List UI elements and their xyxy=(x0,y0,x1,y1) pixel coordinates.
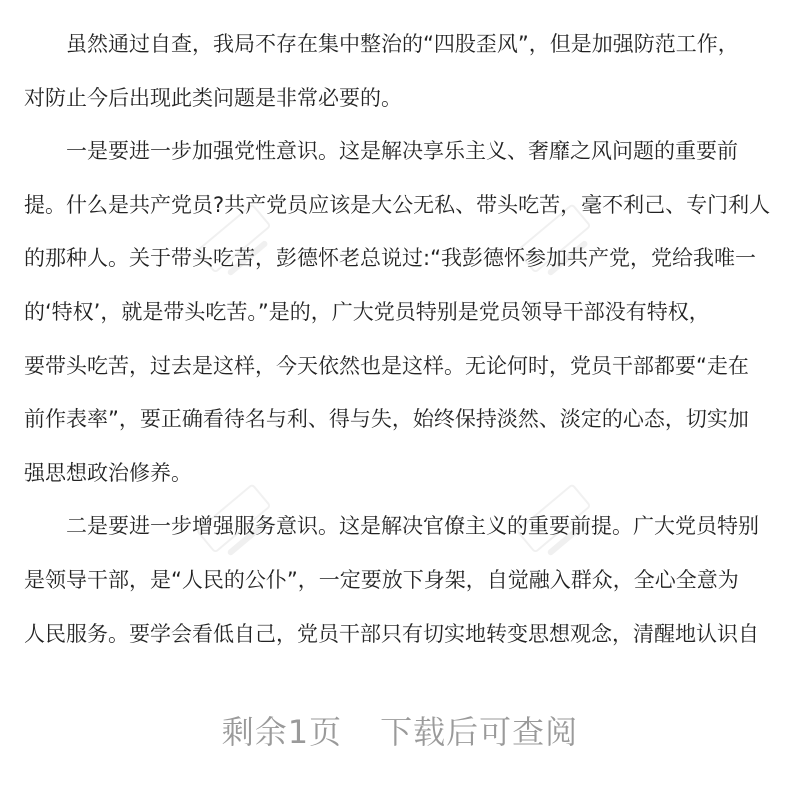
download-hint-label: 下载后可查阅 xyxy=(380,713,579,751)
paragraph-line: 的‘特权’，就是带头吃苦。”是的，广大党员特别是党员领导干部没有特权， xyxy=(24,299,710,324)
paragraph-line: 强思想政治修养。 xyxy=(24,460,192,485)
download-banner[interactable] xyxy=(0,702,800,762)
paragraph-line: 二是要进一步增强服务意识。这是解决官僚主义的重要前提。广大党员特别 xyxy=(66,514,759,539)
paragraph-line: 前作表率”，要正确看待名与利、得与失，始终保持淡然、淡定的心态，切实加 xyxy=(24,407,749,432)
paragraph-line: 的那种人。关于带头吃苦，彭德怀老总说过:“我彭德怀参加共产党，党给我唯一 xyxy=(24,246,756,271)
paragraph-line: 提。什么是共产党员?共产党员应该是大公无私、带头吃苦，毫不利己、专门利人 xyxy=(24,192,771,217)
paragraph-line: 虽然通过自查，我局不存在集中整治的“四股歪风”，但是加强防范工作， xyxy=(66,32,739,56)
document-body xyxy=(24,18,776,661)
paragraph-line: 要带头吃苦，过去是这样，今天依然也是这样。无论何时，党员干部都要“走在 xyxy=(24,353,749,378)
paragraph-line: 是领导干部，是“人民的公仆”，一定要放下身架，自觉融入群众，全心全意为 xyxy=(24,567,739,592)
paragraph-line: 一是要进一步加强党性意识。这是解决享乐主义、奢靡之风问题的重要前 xyxy=(66,139,738,164)
remaining-pages-label: 剩余1页 xyxy=(221,713,343,751)
paragraph-line: 对防止今后出现此类问题是非常必要的。 xyxy=(24,85,402,110)
paragraph-line: 人民服务。要学会看低自己，党员干部只有切实地转变思想观念，清醒地认识自 xyxy=(24,621,759,646)
